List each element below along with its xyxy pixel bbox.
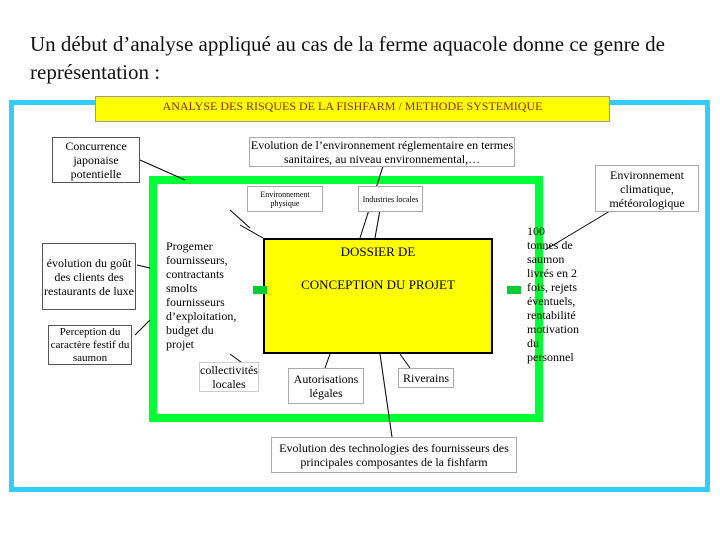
node-evolution-reglementaire: Evolution de l’environnement réglementaire en termes sanitaires, au niveau environnemental,… [250, 138, 514, 166]
node-perception: Perception du caractère festif du saumon [48, 325, 132, 365]
diagram-title: ANALYSE DES RISQUES DE LA FISHFARM / METHODE SYSTEMIQUE [95, 96, 610, 122]
node-env-physique: Environnement physique [247, 186, 323, 212]
center-box [263, 238, 493, 354]
slide-heading: Un début d’analyse appliqué au cas de la ferme aquacole donne ce genre de représentation : [30, 32, 665, 84]
node-industries: Industries locales [358, 186, 423, 212]
node-evolution-technologies: Evolution des technologies des fournisseurs des principales composantes de la fishfarm [271, 437, 517, 473]
center-line2: CONCEPTION DU PROJET [301, 277, 455, 292]
node-riverains: Riverains [398, 368, 454, 388]
link-marker-left [253, 286, 267, 294]
link-marker-right [507, 286, 521, 294]
node-collectivites: collectivités locales [200, 363, 258, 391]
node-objectifs: 100 tonnes de saumon livrés en 2 fois, rejets éventuels, rentabilité motivation du personnel [527, 224, 579, 364]
node-autorisations: Autorisations légales [288, 368, 364, 404]
node-progemer: Progemer fournisseurs, contractants smolts fournisseurs d’exploitation, budget du projet [166, 239, 237, 351]
node-evolution-gout: évolution du goût des clients des restaurants de luxe [42, 243, 136, 310]
center-line1: DOSSIER DE [340, 244, 416, 259]
node-concurrence: Concurrence japonaise potentielle [52, 137, 140, 183]
node-env-climatique: Environnement climatique, météorologique [595, 165, 699, 212]
